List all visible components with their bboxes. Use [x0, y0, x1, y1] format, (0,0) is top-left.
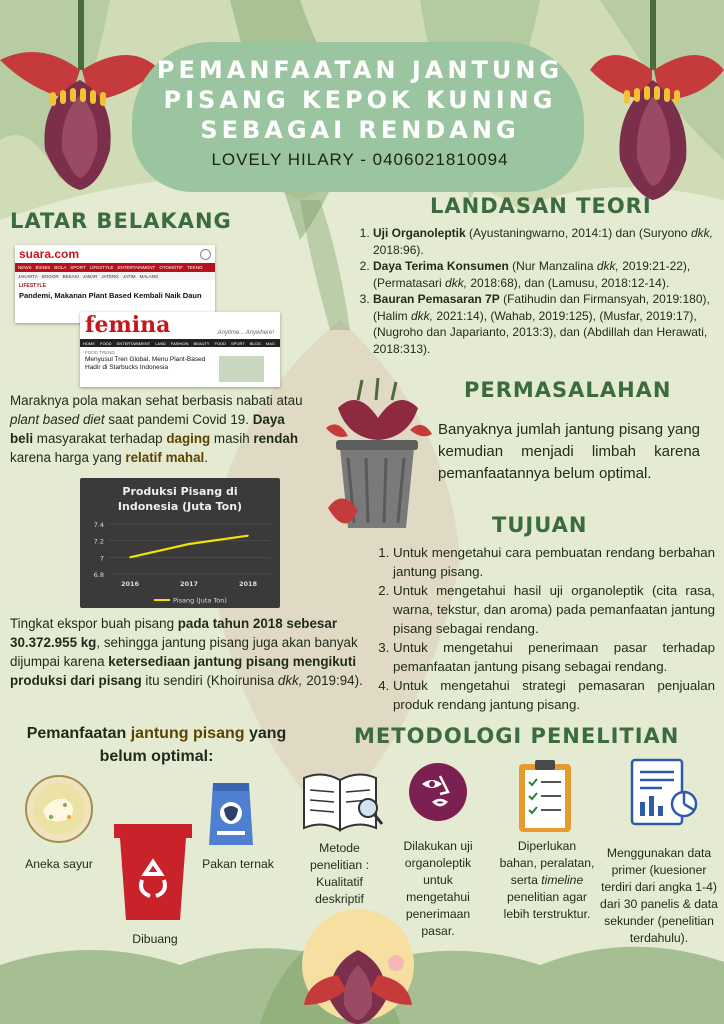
data-point	[129, 557, 131, 559]
y-tick-label: 7	[99, 554, 104, 563]
list-item: 3. Bauran Pemasaran 7P (Fatihudin dan Firmansyah, 2019:180), (Halim dkk, 2021:14), (Wahab, 2019:125), (Musfar, 2019:17), (Nugroho dan Japarianto, 2013:3), dan (Abdillah dan Herawati, 2018:313).	[373, 291, 715, 357]
list-item: 2. Untuk mengetahui hasil uji organoleptik (cita rasa, warna, tekstur, dan aroma) pada pemanfaatan jantung pisang sebagai rendang.	[393, 581, 715, 638]
banana-flower-illustration	[590, 0, 724, 200]
y-tick-label: 7.2	[93, 537, 104, 546]
news-logo: suara.com	[19, 247, 80, 261]
y-tick-label: 6.8	[93, 571, 104, 579]
series-line	[130, 536, 248, 558]
news-screenshot-suara: suara.com NEWS BISNIS BOLA SPORT LIFESTYLE ENTERTAINMENT OTOMOTIF TEKNO JAKARTA BOGOR BEKASI JABAR JATENG JATIM MALANG LIFESTYLE Pandemi, Makanan Plant Based Kembali Naik Daun	[15, 245, 215, 323]
data-point	[188, 543, 190, 545]
face-profile-icon	[408, 762, 468, 822]
heading-landasan-teori: LANDASAN TEORI	[430, 194, 652, 218]
open-book-icon	[300, 770, 384, 836]
item-label-pakan-ternak: Pakan ternak	[202, 857, 274, 871]
news-headline: Menyusul Tren Global, Menu Plant-Based Hadir di Starbucks Indonesia	[85, 356, 206, 371]
list-item: 1. Untuk mengetahui cara pembuatan rendang berbahan jantung pisang.	[393, 543, 715, 581]
metodologi-text-3: Diperlukan bahan, peralatan, serta timeline penelitian agar lebih terstruktur.	[499, 839, 595, 921]
heading-permasalahan: PERMASALAHAN	[464, 378, 672, 402]
search-icon	[200, 249, 211, 260]
permasalahan-text: Banyaknya jumlah jantung pisang yang kemudian menjadi limbah karena pemanfaatannya belum optimal.	[438, 421, 700, 482]
landasan-list	[355, 225, 715, 357]
latar-paragraph-1: Maraknya pola makan sehat berbasis nabati atau plant based diet saat pandemi Covid 19. Daya beli masyarakat terhadap daging masih rendah karena harga yang relatif mahal.	[10, 393, 303, 465]
x-tick-label: 2016	[120, 580, 140, 588]
metodologi-text-2: Dilakukan uji organoleptik untuk mengetahui penerimaan pasar.	[403, 839, 473, 938]
list-item: 1. Uji Organoleptik (Ayustaningwarno, 2014:1) dan (Suryono dkk, 2018:96).	[373, 225, 715, 258]
report-chart-icon	[628, 758, 698, 826]
list-item: 3. Untuk mengetahui penerimaan pasar terhadap pemanfaatan jantung pisang sebagai rendang.	[393, 638, 715, 676]
page-title: PEMANFAATAN JANTUNG PISANG KEPOK KUNING SEBAGAI RENDANG	[156, 56, 564, 144]
metodologi-text-4: Menggunakan data primer (kuesioner terdiri dari angka 1-4) dari 30 panelis & data sekunder (penelitian terdahulu).	[600, 846, 718, 945]
latar-paragraph-2: Tingkat ekspor buah pisang pada tahun 2018 sebesar 30.372.955 kg, sehingga jantung pisang juga akan banyak dijumpai karena ketersediaan jantung pisang mengikuti produksi dari pisang itu sendiri (Khoirunisa dkk, 2019:94).	[10, 616, 363, 688]
x-tick-label: 2017	[179, 580, 199, 588]
news-logo: femina	[85, 312, 171, 338]
checklist-clipboard-icon	[517, 758, 573, 834]
news-headline: Pandemi, Makanan Plant Based Kembali Naik Daun	[19, 291, 202, 300]
news-screenshot-femina: femina Anytime... Anywhere! HOME FOOD ENTERTAINMENT LAND FASHION BEAUTY FOOD SPORT BLOG MAG FOOD TREND Menyusul Tren Global, Menu Plant-Based Hadir di Starbucks Indonesia	[80, 312, 280, 387]
news-tag: LIFESTYLE	[19, 283, 46, 289]
list-item: 4. Untuk mengetahui strategi pemasaran penjualan produk rendang jantung pisang.	[393, 676, 715, 714]
chart-title: Produksi Pisang di	[122, 485, 238, 498]
list-item: 2. Daya Terima Konsumen (Nur Manzalina dkk, 2019:21-22), (Permatasari dkk, 2018:68), dan (Lamusu, 2018:12-14).	[373, 258, 715, 291]
metodologi-text-1: Metode penelitian : Kualitatif deskriptif	[310, 841, 369, 906]
item-label-aneka-sayur: Aneka sayur	[25, 857, 93, 871]
line-chart	[80, 478, 280, 608]
news-thumbnail	[219, 356, 264, 382]
tujuan-list	[375, 543, 715, 714]
chart-title: Indonesia (Juta Ton)	[117, 500, 243, 513]
legend-label: Pisang (Juta Ton)	[173, 596, 227, 605]
x-tick-label: 2018	[238, 580, 258, 588]
author-line: LOVELY HILARY - 0406021810094	[211, 150, 509, 169]
heading-metodologi-penelitian: METODOLOGI PENELITIAN	[354, 724, 680, 748]
animal-feed-bag-icon	[207, 779, 255, 849]
pemanfaatan-title: Pemanfaatan jantung pisang yang belum optimal:	[26, 725, 287, 765]
production-chart	[80, 478, 280, 608]
trash-bin-illustration	[318, 378, 436, 548]
y-tick-label: 7.4	[93, 521, 104, 529]
data-point	[247, 535, 249, 537]
heading-tujuan: TUJUAN	[492, 513, 588, 537]
item-label-dibuang: Dibuang	[132, 932, 178, 946]
heading-latar-belakang: LATAR BELAKANG	[10, 209, 232, 233]
recycle-bin-icon	[112, 822, 194, 922]
news-nav: NEWS BISNIS BOLA SPORT LIFESTYLE ENTERTAINMENT OTOMOTIF TEKNO	[15, 263, 215, 272]
soup-bowl-icon	[25, 775, 93, 843]
news-nav: HOME FOOD ENTERTAINMENT LAND FASHION BEAUTY FOOD SPORT BLOG MAG	[80, 339, 280, 347]
banana-flower-illustration	[298, 905, 418, 1024]
